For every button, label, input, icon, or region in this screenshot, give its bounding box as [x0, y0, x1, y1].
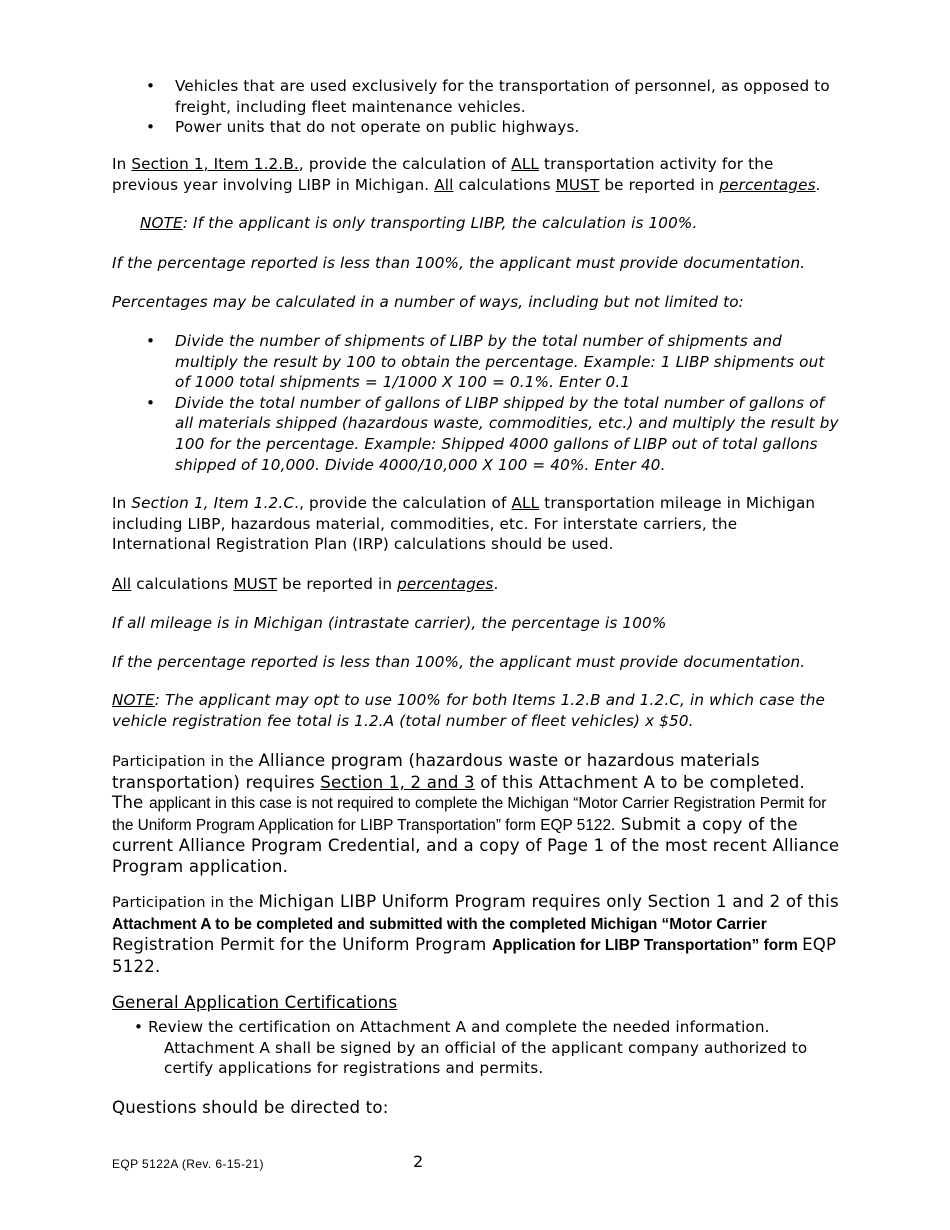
calculation-format-line: All calculations MUST be reported in percentages. — [112, 575, 499, 593]
documentation-requirement: If the percentage reported is less than 100%, the applicant must provide documentation. — [112, 653, 806, 671]
note-only-libp: NOTE: If the applicant is only transporting LIBP, the calculation is 100%. — [140, 214, 698, 232]
exclusions-list — [112, 76, 840, 138]
calculation-methods-intro: Percentages may be calculated in a number of ways, including but not limited to: — [112, 293, 744, 311]
intrastate-note: If all mileage is in Michigan (intrastate carrier), the percentage is 100% — [112, 614, 667, 632]
list-item: • Divide the number of shipments of LIBP by the total number of shipments and multiply the result by 100 to obtain the percentage. Example: 1 LIBP shipments out of 1000 total shipments = 1/1000 X 100 = 0.1%. Enter 0.1 — [146, 332, 825, 392]
section-ref-123: Section 1, 2 and 3 — [320, 772, 475, 792]
alliance-paragraph: Participation in the Alliance program (hazardous waste or hazardous materials transportation) requires Section 1, 2 and 3 of this Attachment A to be completed. The applicant in this case is not required to complete the Michigan “Motor Carrier Registration Permit for the Uniform Program Application for LIBP Transportation” form EQP 5122. Submit a copy of the current Alliance Program Credential, and a copy of Page 1 of the most recent Alliance Program application. — [112, 751, 840, 876]
item-12c-paragraph: In Section 1, Item 1.2.C., provide the calculation of ALL transportation mileage in Michigan including LIBP, hazardous material, commodities, etc. For interstate carriers, the International Registration Plan (IRP) calculations should be used. — [112, 494, 816, 554]
certifications-continuation: Attachment A shall be signed by an official of the applicant company authorized to certify applications for registrations and permits. — [164, 1038, 808, 1078]
documentation-requirement: If the percentage reported is less than 100%, the applicant must provide documentation. — [112, 254, 806, 272]
questions-line: Questions should be directed to: — [112, 1098, 389, 1117]
certifications-list — [112, 1017, 840, 1079]
list-item: • Power units that do not operate on public highways. — [146, 118, 580, 137]
list-item: • Vehicles that are used exclusively for the transportation of personnel, as opposed to freight, including fleet maintenance vehicles. — [146, 77, 830, 116]
certifications-heading: General Application Certifications — [112, 993, 398, 1012]
section-ref-12c: Section 1, Item 1.2.C — [131, 494, 295, 512]
page-number: 2 — [413, 1152, 424, 1171]
calculation-methods-list — [112, 331, 840, 475]
list-item: • Divide the total number of gallons of LIBP shipped by the total number of gallons of all materials shipped (hazardous waste, commodities, etc.) and multiply the result by 100 for the percentage. Example: Shipped 4000 gallons of LIBP out of total gallons shipped of 10,000. Divide 4000/10,000 X 100 = 40%. Enter 40. — [146, 393, 839, 474]
section-ref-12b: Section 1, Item 1.2.B. — [131, 155, 299, 173]
uniform-program-paragraph: Participation in the Michigan LIBP Uniform Program requires only Section 1 and 2 of this Attachment A to be completed and submitted with the completed Michigan “Motor Carrier Registration Permit for the Uniform Program Application for LIBP Transportation” form EQP 5122. — [112, 892, 839, 976]
list-item: • Review the certification on Attachment A and complete the needed information. — [134, 1018, 770, 1036]
note-fee-option: NOTE: The applicant may opt to use 100% for both Items 1.2.B and 1.2.C, in which case the vehicle registration fee total is 1.2.A (total number of fleet vehicles) x $50. — [112, 691, 825, 730]
item-12b-paragraph: In Section 1, Item 1.2.B., provide the calculation of ALL transportation activity for the previous year involving LIBP in Michigan. All calculations MUST be reported in percentages. — [112, 155, 821, 194]
form-identifier: EQP 5122A (Rev. 6-15-21) — [112, 1157, 264, 1171]
